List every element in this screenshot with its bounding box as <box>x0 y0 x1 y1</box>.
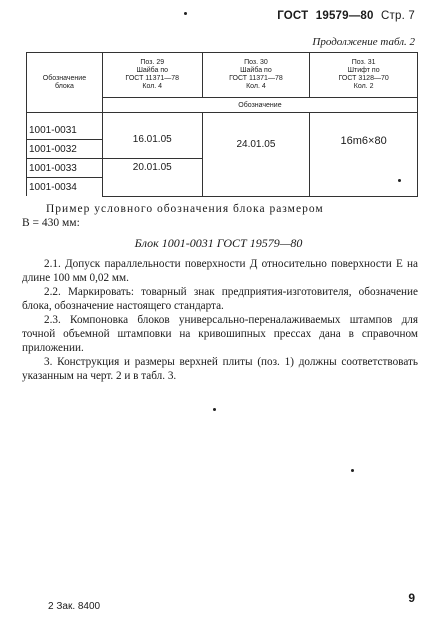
spacer-cell <box>27 113 103 122</box>
col-header-line: Поз. 30 <box>244 59 268 66</box>
col-header-line: ГОСТ 3128—70 <box>338 75 389 82</box>
table-row-designation: 1001-0032 <box>27 140 103 159</box>
col-header-line: ГОСТ 11371—78 <box>125 75 180 82</box>
table-row-designation: 1001-0034 <box>27 178 103 197</box>
spacer-cell <box>202 113 310 122</box>
col-header-line: Поз. 29 <box>140 59 165 66</box>
page-number: Стр. 7 <box>381 10 415 22</box>
sub-header-designation: Обозначение <box>102 98 417 113</box>
paragraph-2-3: 2.3. Компоновка блоков универсально-переналаживаемых штампов для точной объемной штамповки на кривошипных прессах дана в справочном приложении. <box>22 314 418 354</box>
table-continuation-label: Продолжение табл. 2 <box>312 36 415 48</box>
table-cell-col1: 20.01.05 <box>102 159 202 197</box>
paragraph-3: 3. Конструкция и размеры верхней плиты (поз. 1) должны соответствовать указанным на черт. 2 и в табл. 3. <box>22 356 418 382</box>
paragraph-2-1: 2.1. Допуск параллельности поверхности Д относительно поверхности Е на длине 100 мм 0,02 мм. <box>22 258 418 284</box>
spacer-cell <box>310 113 418 122</box>
col-header-line: ГОСТ 11371—78 <box>229 75 283 82</box>
col-header-line: Шайба по <box>136 67 169 74</box>
block-designation-example: Блок 1001-0031 ГОСТ 19579—80 <box>134 236 303 250</box>
column-header-pos31 <box>310 53 418 98</box>
table-cell-col2: 24.01.05 <box>202 121 310 196</box>
scan-speck <box>398 179 401 182</box>
column-header-pos29 <box>102 53 202 98</box>
paragraph-2-2: 2.2. Маркировать: товарный знак предприятия-изготовителя, обозначение блока, обозначение настоящего стандарта. <box>22 286 418 312</box>
scan-speck <box>184 12 187 15</box>
print-order-number: 2 Зак. 8400 <box>48 601 101 612</box>
table-row-designation: 1001-0031 <box>27 121 103 140</box>
gost-label: ГОСТ <box>277 10 309 22</box>
column-header-pos30 <box>202 53 310 98</box>
scan-speck <box>351 469 354 472</box>
table-cell-col1: 16.01.05 <box>102 121 202 159</box>
col-header-line: Кол. 4 <box>142 83 163 90</box>
col-header-line: Кол. 2 <box>353 83 374 90</box>
designation-header: Обозначение блока <box>27 53 103 113</box>
col-header-line: Кол. 4 <box>246 83 266 90</box>
table-row-designation: 1001-0033 <box>27 159 103 178</box>
example-size: B = 430 мм: <box>22 217 80 229</box>
standard-number: 19579—80 <box>315 10 374 22</box>
col-header-line: Штифт по <box>347 67 380 74</box>
table-cell-col3: 16m6×80 <box>310 121 418 196</box>
example-intro: Пример условного обозначения блока размером <box>46 203 324 215</box>
spacer-cell <box>102 113 202 122</box>
col-header-line: Шайба по <box>240 67 272 74</box>
col-header-line: Поз. 31 <box>351 59 376 66</box>
page-header <box>273 10 415 22</box>
scan-speck <box>213 408 216 411</box>
parts-table <box>26 52 418 197</box>
sheet-number: 9 <box>408 591 415 605</box>
